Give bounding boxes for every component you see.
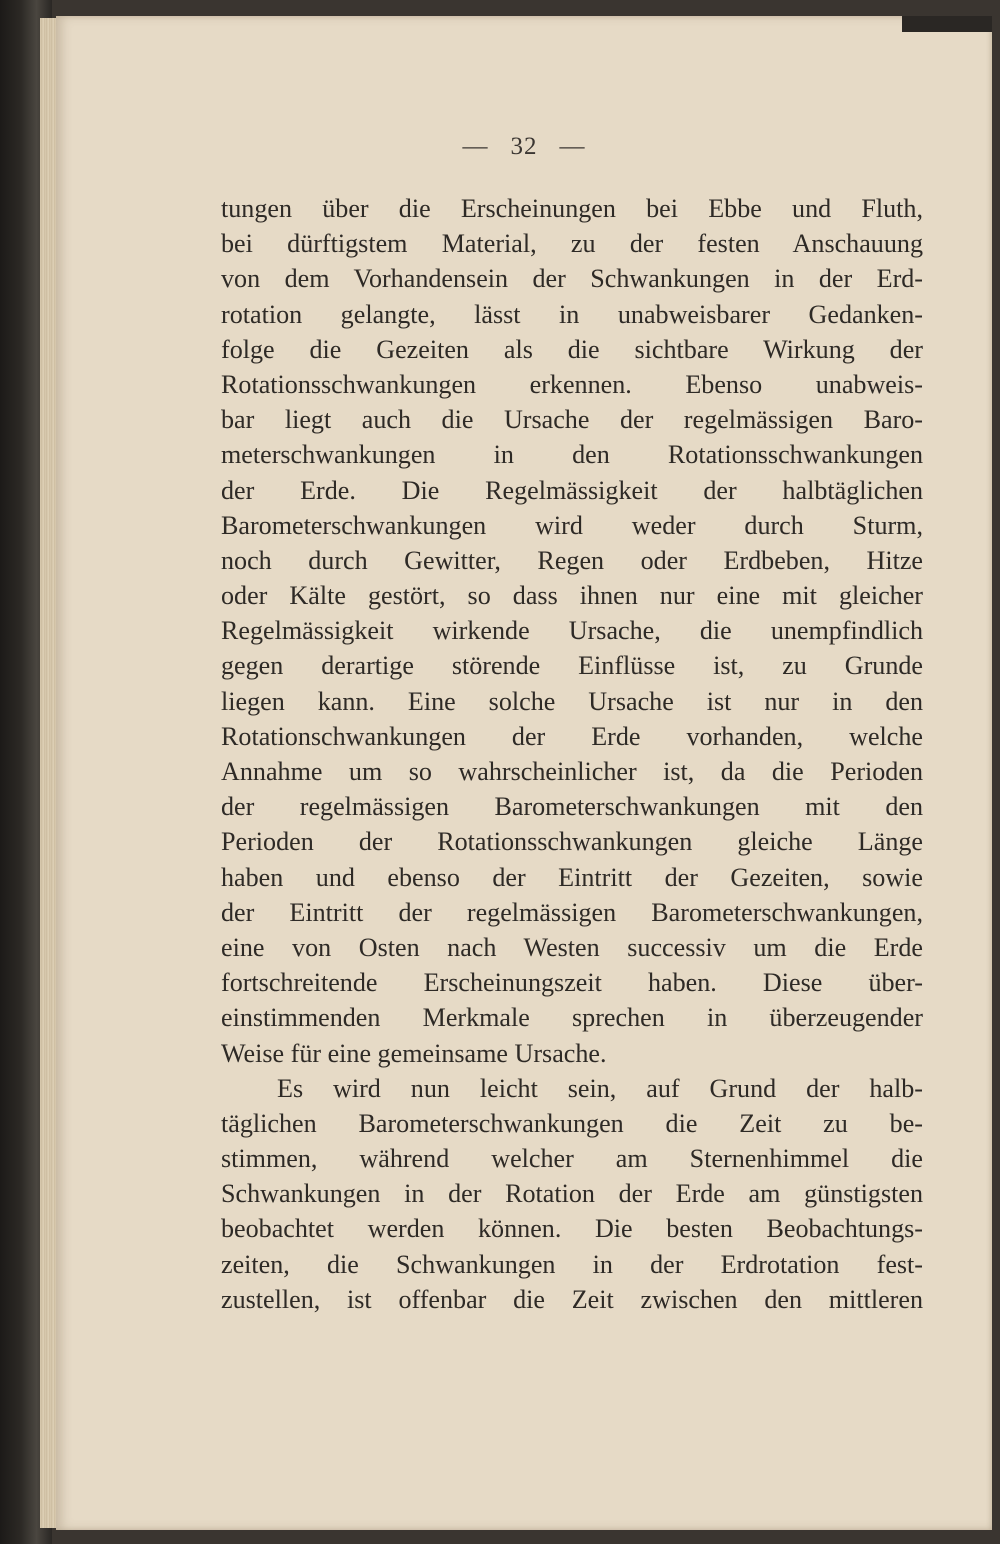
text-line: beobachtet werden können. Die besten Beobachtungs- — [221, 1214, 923, 1244]
page-corner-shadow — [902, 16, 992, 32]
text-line: von dem Vorhandensein der Schwankungen in der Erd- — [221, 264, 923, 294]
text-line: haben und ebenso der Eintritt der Gezeiten, sowie — [221, 862, 923, 892]
book-page — [56, 16, 992, 1530]
text-line: fortschreitende Erscheinungszeit haben. Diese über- — [221, 968, 923, 998]
text-line: eine von Osten nach Westen successiv um die Erde — [221, 932, 923, 962]
text-line: folge die Gezeiten als die sichtbare Wirkung der — [221, 334, 923, 364]
text-line: oder Kälte gestört, so dass ihnen nur eine mit gleicher — [221, 581, 923, 611]
page-number-dash-right: — — [559, 133, 586, 160]
text-line: Weise für eine gemeinsame Ursache. — [221, 1038, 607, 1068]
text-line: der Erde. Die Regelmässigkeit der halbtäglichen — [221, 475, 923, 505]
text-line: zustellen, ist offenbar die Zeit zwischen den mittleren — [221, 1284, 923, 1314]
paragraph — [221, 1071, 923, 1317]
page-number-dash-left: — — [462, 133, 489, 160]
paragraph — [221, 191, 923, 1071]
text-line: gegen derartige störende Einflüsse ist, zu Grunde — [221, 651, 923, 681]
page-number — [56, 133, 992, 161]
text-line: stimmen, während welcher am Sternenhimmel die — [221, 1144, 923, 1174]
text-line: Annahme um so wahrscheinlicher ist, da die Perioden — [221, 757, 923, 786]
text-line: der Eintritt der regelmässigen Barometerschwankungen, — [221, 897, 923, 927]
text-line: noch durch Gewitter, Regen oder Erdbeben, Hitze — [221, 545, 923, 575]
text-line: bei dürftigstem Material, zu der festen Anschauung — [221, 229, 923, 259]
text-line: Barometerschwankungen wird weder durch Sturm, — [221, 510, 923, 540]
text-line: tungen über die Erscheinungen bei Ebbe und Fluth, — [221, 194, 923, 223]
text-line: Es wird nun leicht sein, auf Grund der halb- — [277, 1073, 923, 1103]
text-line: Rotationschwankungen der Erde vorhanden, welche — [221, 721, 923, 751]
text-line: zeiten, die Schwankungen in der Erdrotation fest- — [221, 1249, 923, 1279]
text-line: Perioden der Rotationsschwankungen gleiche Länge — [221, 827, 923, 857]
text-line: Rotationsschwankungen erkennen. Ebenso unabweis- — [221, 369, 923, 399]
text-line: der regelmässigen Barometerschwankungen mit den — [221, 792, 923, 822]
page-number-value: 32 — [510, 133, 538, 160]
text-line: bar liegt auch die Ursache der regelmässigen Baro- — [221, 405, 923, 435]
text-line: liegen kann. Eine solche Ursache ist nur in den — [221, 686, 923, 716]
body-text — [221, 191, 923, 1317]
text-line: rotation gelangte, lässt in unabweisbarer Gedanken- — [221, 299, 923, 329]
text-line: täglichen Barometerschwankungen die Zeit zu be- — [221, 1108, 923, 1138]
text-line: einstimmenden Merkmale sprechen in überzeugender — [221, 1003, 923, 1033]
text-line: Regelmässigkeit wirkende Ursache, die unempfindlich — [221, 616, 923, 646]
text-line: Schwankungen in der Rotation der Erde am günstigsten — [221, 1179, 923, 1209]
text-line: meterschwankungen in den Rotationsschwankungen — [221, 440, 923, 470]
